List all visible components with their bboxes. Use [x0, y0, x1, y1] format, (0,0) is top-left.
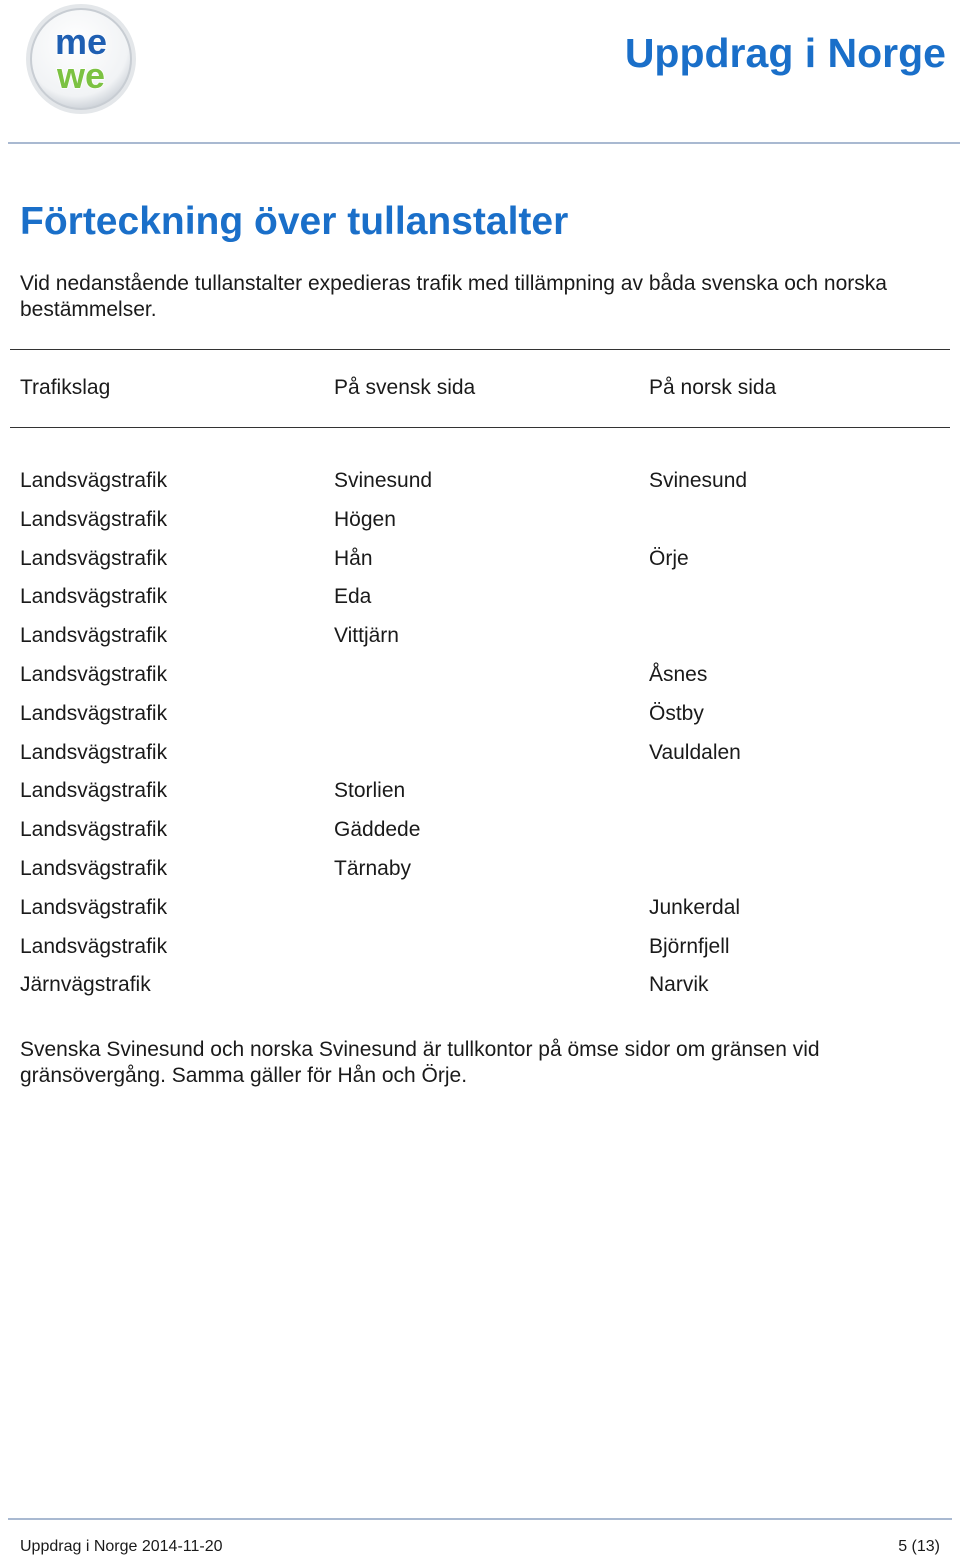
- cell-trafikslag: Landsvägstrafik: [20, 895, 168, 919]
- cell-trafikslag: Landsvägstrafik: [20, 779, 168, 803]
- cell-norsk-sida: Narvik: [649, 973, 709, 997]
- table-row: [0, 777, 960, 816]
- table-row: [0, 971, 960, 1010]
- column-header-norsk-sida: På norsk sida: [649, 376, 777, 399]
- table-row: [0, 545, 960, 584]
- column-header-svensk-sida: På svensk sida: [334, 376, 476, 399]
- cell-trafikslag: Landsvägstrafik: [20, 934, 168, 958]
- cell-norsk-sida: Åsnes: [649, 662, 708, 686]
- column-header-trafikslag: Trafikslag: [20, 376, 111, 399]
- cell-norsk-sida: Svinesund: [649, 469, 748, 492]
- cell-trafikslag: Järnvägstrafik: [20, 973, 151, 997]
- cell-trafikslag: Landsvägstrafik: [20, 701, 168, 725]
- cell-svensk-sida: Eda: [334, 585, 372, 609]
- header-title: Uppdrag i Norge: [624, 30, 946, 76]
- cell-trafikslag: Landsvägstrafik: [20, 740, 168, 764]
- table-row: [0, 661, 960, 700]
- table-body: [0, 467, 960, 1010]
- table-row: [0, 622, 960, 661]
- cell-trafikslag: Landsvägstrafik: [20, 662, 168, 686]
- note-paragraph: Svenska Svinesund och norska Svinesund är tullkontor på ömse sidor om gränsen vid gränsövergång. Samma gäller för Hån och Örje.: [20, 1038, 820, 1087]
- company-logo: [24, 2, 138, 116]
- table-row: [0, 467, 960, 506]
- cell-norsk-sida: Östby: [649, 701, 704, 725]
- cell-norsk-sida: Björnfjell: [649, 934, 730, 958]
- table-row: [0, 816, 960, 855]
- cell-svensk-sida: Gäddede: [334, 818, 421, 842]
- logo-emblem-icon: [24, 2, 138, 116]
- table-row: [0, 855, 960, 894]
- cell-svensk-sida: Hån: [334, 546, 373, 570]
- cell-trafikslag: Landsvägstrafik: [20, 546, 168, 570]
- table-header-rule: [10, 427, 950, 428]
- cell-trafikslag: Landsvägstrafik: [20, 624, 168, 648]
- footer-document-info: Uppdrag i Norge 2014-11-20: [20, 1538, 223, 1555]
- table-row: [0, 506, 960, 545]
- logo-top-text: me: [54, 21, 108, 62]
- cell-trafikslag: Landsvägstrafik: [20, 469, 168, 492]
- intro-paragraph: Vid nedanstående tullanstalter expedieras trafik med tillämpning av båda svenska och norska bestämmelser.: [20, 272, 887, 321]
- logo-bottom-text: we: [56, 55, 106, 96]
- cell-norsk-sida: Örje: [649, 546, 689, 570]
- cell-svensk-sida: Vittjärn: [334, 624, 399, 648]
- table-header-row: [0, 376, 960, 404]
- table-row: [0, 894, 960, 933]
- cell-trafikslag: Landsvägstrafik: [20, 585, 168, 609]
- table-row: [0, 700, 960, 739]
- table-row: [0, 583, 960, 622]
- page-title: Förteckning över tullanstalter: [20, 200, 569, 243]
- table-row: [0, 739, 960, 778]
- cell-trafikslag: Landsvägstrafik: [20, 818, 168, 842]
- cell-norsk-sida: Junkerdal: [649, 895, 741, 919]
- cell-svensk-sida: Svinesund: [334, 469, 433, 492]
- cell-trafikslag: Landsvägstrafik: [20, 507, 168, 531]
- cell-norsk-sida: Vauldalen: [649, 740, 741, 764]
- footer-divider: [8, 1518, 952, 1520]
- footer-page-number: 5 (13): [898, 1538, 940, 1555]
- cell-svensk-sida: Tärnaby: [334, 856, 412, 880]
- cell-svensk-sida: Högen: [334, 507, 396, 531]
- cell-svensk-sida: Storlien: [334, 779, 406, 803]
- table-row: [0, 933, 960, 972]
- cell-trafikslag: Landsvägstrafik: [20, 856, 168, 880]
- header-divider: [8, 142, 960, 144]
- table-top-rule: [10, 349, 950, 350]
